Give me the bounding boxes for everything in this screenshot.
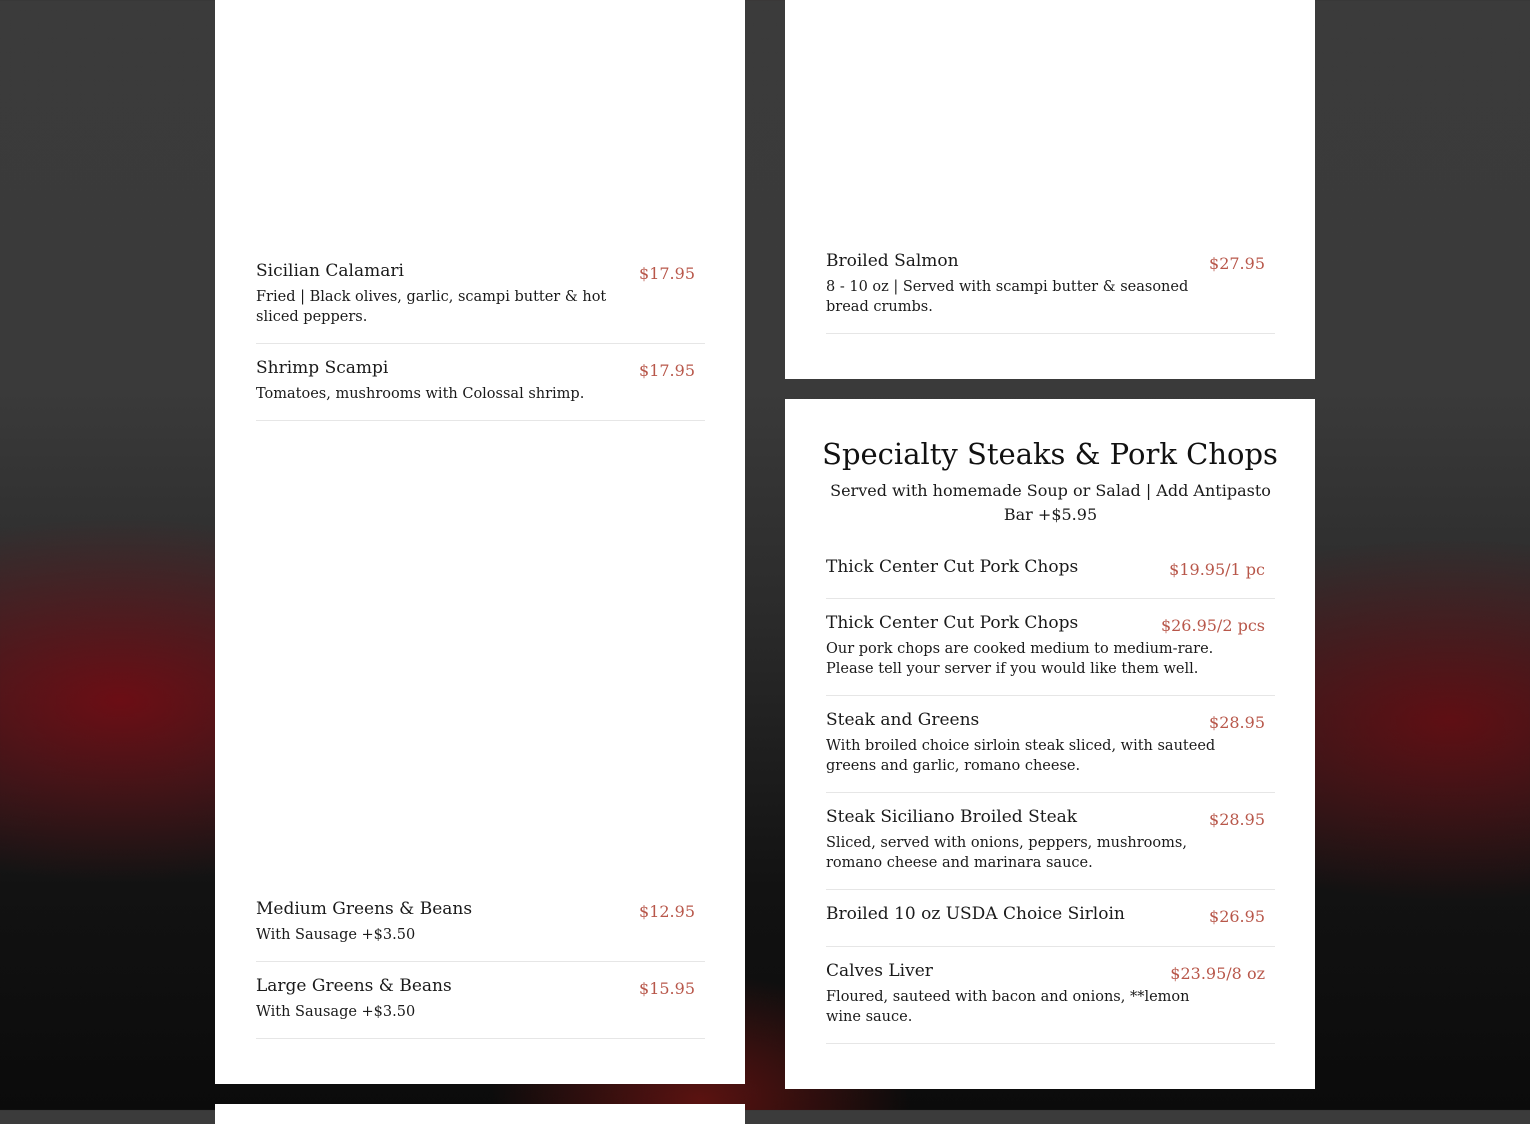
menu-item-price: $23.95/8 oz <box>1170 964 1265 983</box>
menu-item-description: Tomatoes, mushrooms with Colossal shrimp. <box>256 386 585 402</box>
menu-item <box>256 898 705 962</box>
menu-item-name: Thick Center Cut Pork Chops <box>826 557 1079 577</box>
menu-item-price: $26.95/2 pcs <box>1160 616 1265 635</box>
section-title: Specialty Steaks & Pork Chops <box>822 437 1278 471</box>
menu-item <box>256 357 705 421</box>
menu-item-price: $17.95 <box>639 264 695 283</box>
menu-card-steaks <box>785 399 1315 1089</box>
menu-item-name: Large Greens & Beans <box>256 976 452 996</box>
menu-item <box>826 806 1275 890</box>
menu-item-name: Calves Liver <box>826 961 933 981</box>
menu-item-name: Thick Center Cut Pork Chops <box>826 613 1079 633</box>
menu-item-name: Medium Greens & Beans <box>256 899 473 919</box>
menu-item-price: $15.95 <box>639 979 695 998</box>
menu-item-name: Broiled Salmon <box>826 251 959 271</box>
menu-item-price: $17.95 <box>639 361 695 380</box>
menu-item-description: Sliced, served with onions, peppers, mushrooms, romano cheese and marinara sauce. <box>826 835 1187 871</box>
menu-item-name: Sicilian Calamari <box>256 261 404 281</box>
menu-item-description: With broiled choice sirloin steak sliced, with sauteed greens and garlic, romano cheese. <box>826 738 1216 774</box>
menu-card-right-top <box>785 0 1315 379</box>
menu-card-left-next <box>215 1104 745 1124</box>
menu-item-price: $27.95 <box>1209 254 1265 273</box>
menu-item-name: Broiled 10 oz USDA Choice Sirloin <box>826 904 1125 924</box>
menu-item-description: 8 - 10 oz | Served with scampi butter & seasoned bread crumbs. <box>826 279 1189 315</box>
menu-item <box>826 612 1275 696</box>
menu-item-name: Shrimp Scampi <box>256 358 389 378</box>
menu-item-description: Floured, sauteed with bacon and onions, **lemon wine sauce. <box>826 989 1190 1025</box>
menu-item <box>256 975 705 1039</box>
menu-item-name: Steak and Greens <box>826 710 980 730</box>
menu-item-description: With Sausage +$3.50 <box>256 1004 416 1020</box>
menu-item <box>826 709 1275 793</box>
menu-item-name: Steak Siciliano Broiled Steak <box>826 807 1078 827</box>
menu-item-price: $28.95 <box>1209 810 1265 829</box>
menu-item-price: $12.95 <box>639 902 695 921</box>
menu-item-price: $19.95/1 pc <box>1169 560 1265 579</box>
menu-item-price: $28.95 <box>1209 713 1265 732</box>
menu-item <box>826 903 1275 947</box>
section-subtitle: Served with homemade Soup or Salad | Add Antipasto Bar +$5.95 <box>830 481 1271 524</box>
menu-card-left <box>215 0 745 1084</box>
menu-item-description: With Sausage +$3.50 <box>256 927 416 943</box>
menu-item <box>826 556 1275 599</box>
menu-item <box>826 250 1275 334</box>
menu-item-price: $26.95 <box>1209 907 1265 926</box>
menu-item <box>256 260 705 344</box>
menu-item-description: Fried | Black olives, garlic, scampi butter & hot sliced peppers. <box>256 289 607 325</box>
menu-item-description: Our pork chops are cooked medium to medium-rare. Please tell your server if you would like them well. <box>826 641 1214 677</box>
menu-item <box>826 960 1275 1044</box>
